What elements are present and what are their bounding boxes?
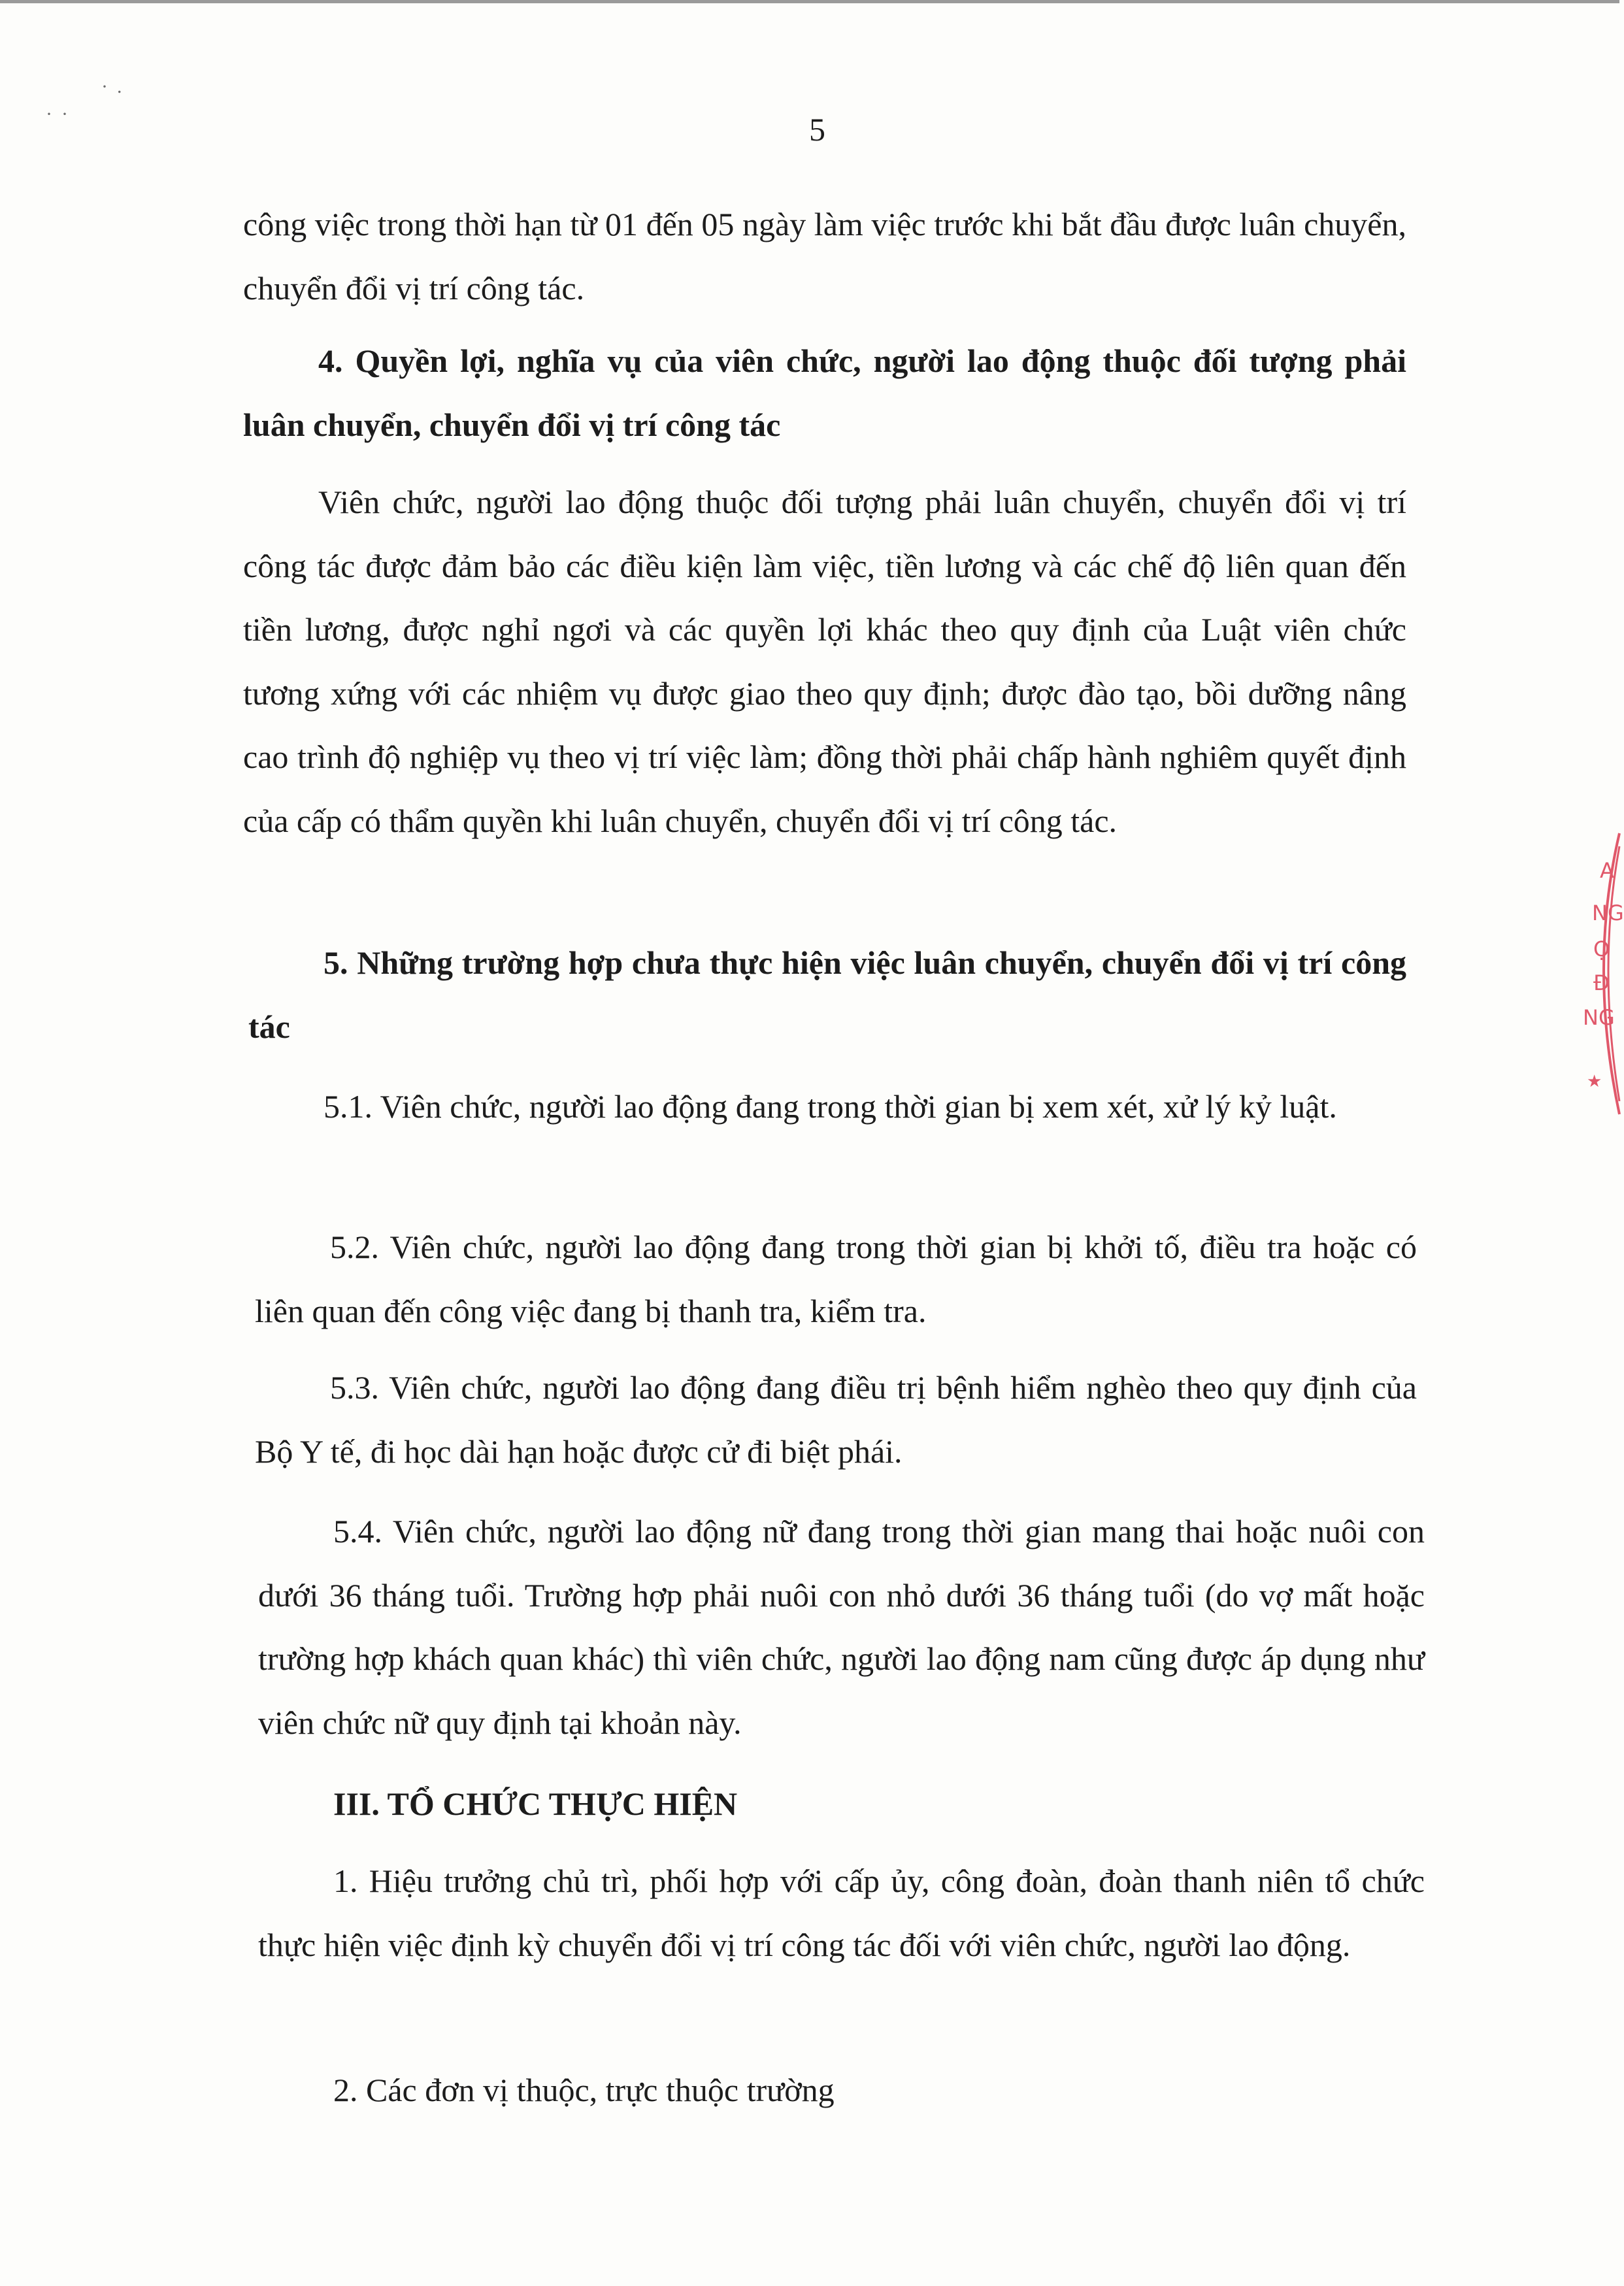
scan-top-edge [0, 0, 1619, 3]
stamp-star-icon: ★ [1587, 1072, 1602, 1091]
section-heading-4: 4. Quyền lợi, nghĩa vụ của viên chức, người lao động thuộc đối tượng phải luân chuyển, chuyển đổi vị trí công tác [243, 342, 1406, 443]
section-heading-III: III. TỔ CHỨC THỰC HIỆN [333, 1785, 738, 1822]
scan-speckle: ·· [46, 103, 77, 125]
stamp-letter: NG [1592, 901, 1624, 925]
stamp-letter: Ọ [1593, 936, 1610, 961]
stamp-letter: NG [1583, 1005, 1615, 1030]
paragraph-5-3: 5.3. Viên chức, người lao động đang điều trị bệnh hiểm nghèo theo quy định của Bộ Y tế, đi học dài hạn hoặc được cử đi biệt phái. [255, 1369, 1417, 1470]
paragraph-III-1: 1. Hiệu trưởng chủ trì, phối hợp với cấp ủy, công đoàn, đoàn thanh niên tổ chức thực hiện việc định kỳ chuyển đổi vị trí công tác đối với viên chức, người lao động. [258, 1863, 1425, 1963]
paragraph-III-2: 2. Các đơn vị thuộc, trực thuộc trường [333, 2072, 835, 2108]
scan-speckle: ·. [101, 76, 131, 97]
paragraph-5-2: 5.2. Viên chức, người lao động đang trong thời gian bị khởi tố, điều tra hoặc có liên quan đến công việc đang bị thanh tra, kiểm tra. [255, 1229, 1417, 1329]
stamp-letter: A [1600, 858, 1614, 883]
paragraph-5-1: 5.1. Viên chức, người lao động đang trong thời gian bị xem xét, xử lý kỷ luật. [323, 1088, 1337, 1125]
paragraph-continuation: công việc trong thời hạn từ 01 đến 05 ngày làm việc trước khi bắt đầu được luân chuyển, chuyển đổi vị trí công tác. [243, 206, 1406, 306]
paragraph-5-4: 5.4. Viên chức, người lao động nữ đang trong thời gian mang thai hoặc nuôi con dưới 36 tháng tuổi. Trường hợp phải nuôi con nhỏ dưới 36 tháng tuổi (do vợ mất hoặc trường hợp khách quan khác) thì viên chức, người lao động nam cũng được áp dụng như viên chức nữ quy định tại khoản này. [258, 1513, 1425, 1741]
page-number: 5 [809, 111, 825, 148]
section-heading-5: 5. Những trường hợp chưa thực hiện việc luân chuyển, chuyển đổi vị trí công tác [248, 944, 1406, 1045]
paragraph-rights-obligations: Viên chức, người lao động thuộc đối tượng phải luân chuyển, chuyển đổi vị trí công tác được đảm bảo các điều kiện làm việc, tiền lương và các chế độ liên quan đến tiền lương, được nghỉ ngơi và các quyền lợi khác theo quy định của Luật viên chức tương xứng với các nhiệm vụ được giao theo quy định; được đào tạo, bồi dưỡng nâng cao trình độ nghiệp vụ theo vị trí việc làm; đồng thời phải chấp hành nghiêm quyết định của cấp có thẩm quyền khi luân chuyển, chuyển đổi vị trí công tác. [243, 484, 1406, 839]
stamp-letter: Đ [1593, 970, 1610, 995]
